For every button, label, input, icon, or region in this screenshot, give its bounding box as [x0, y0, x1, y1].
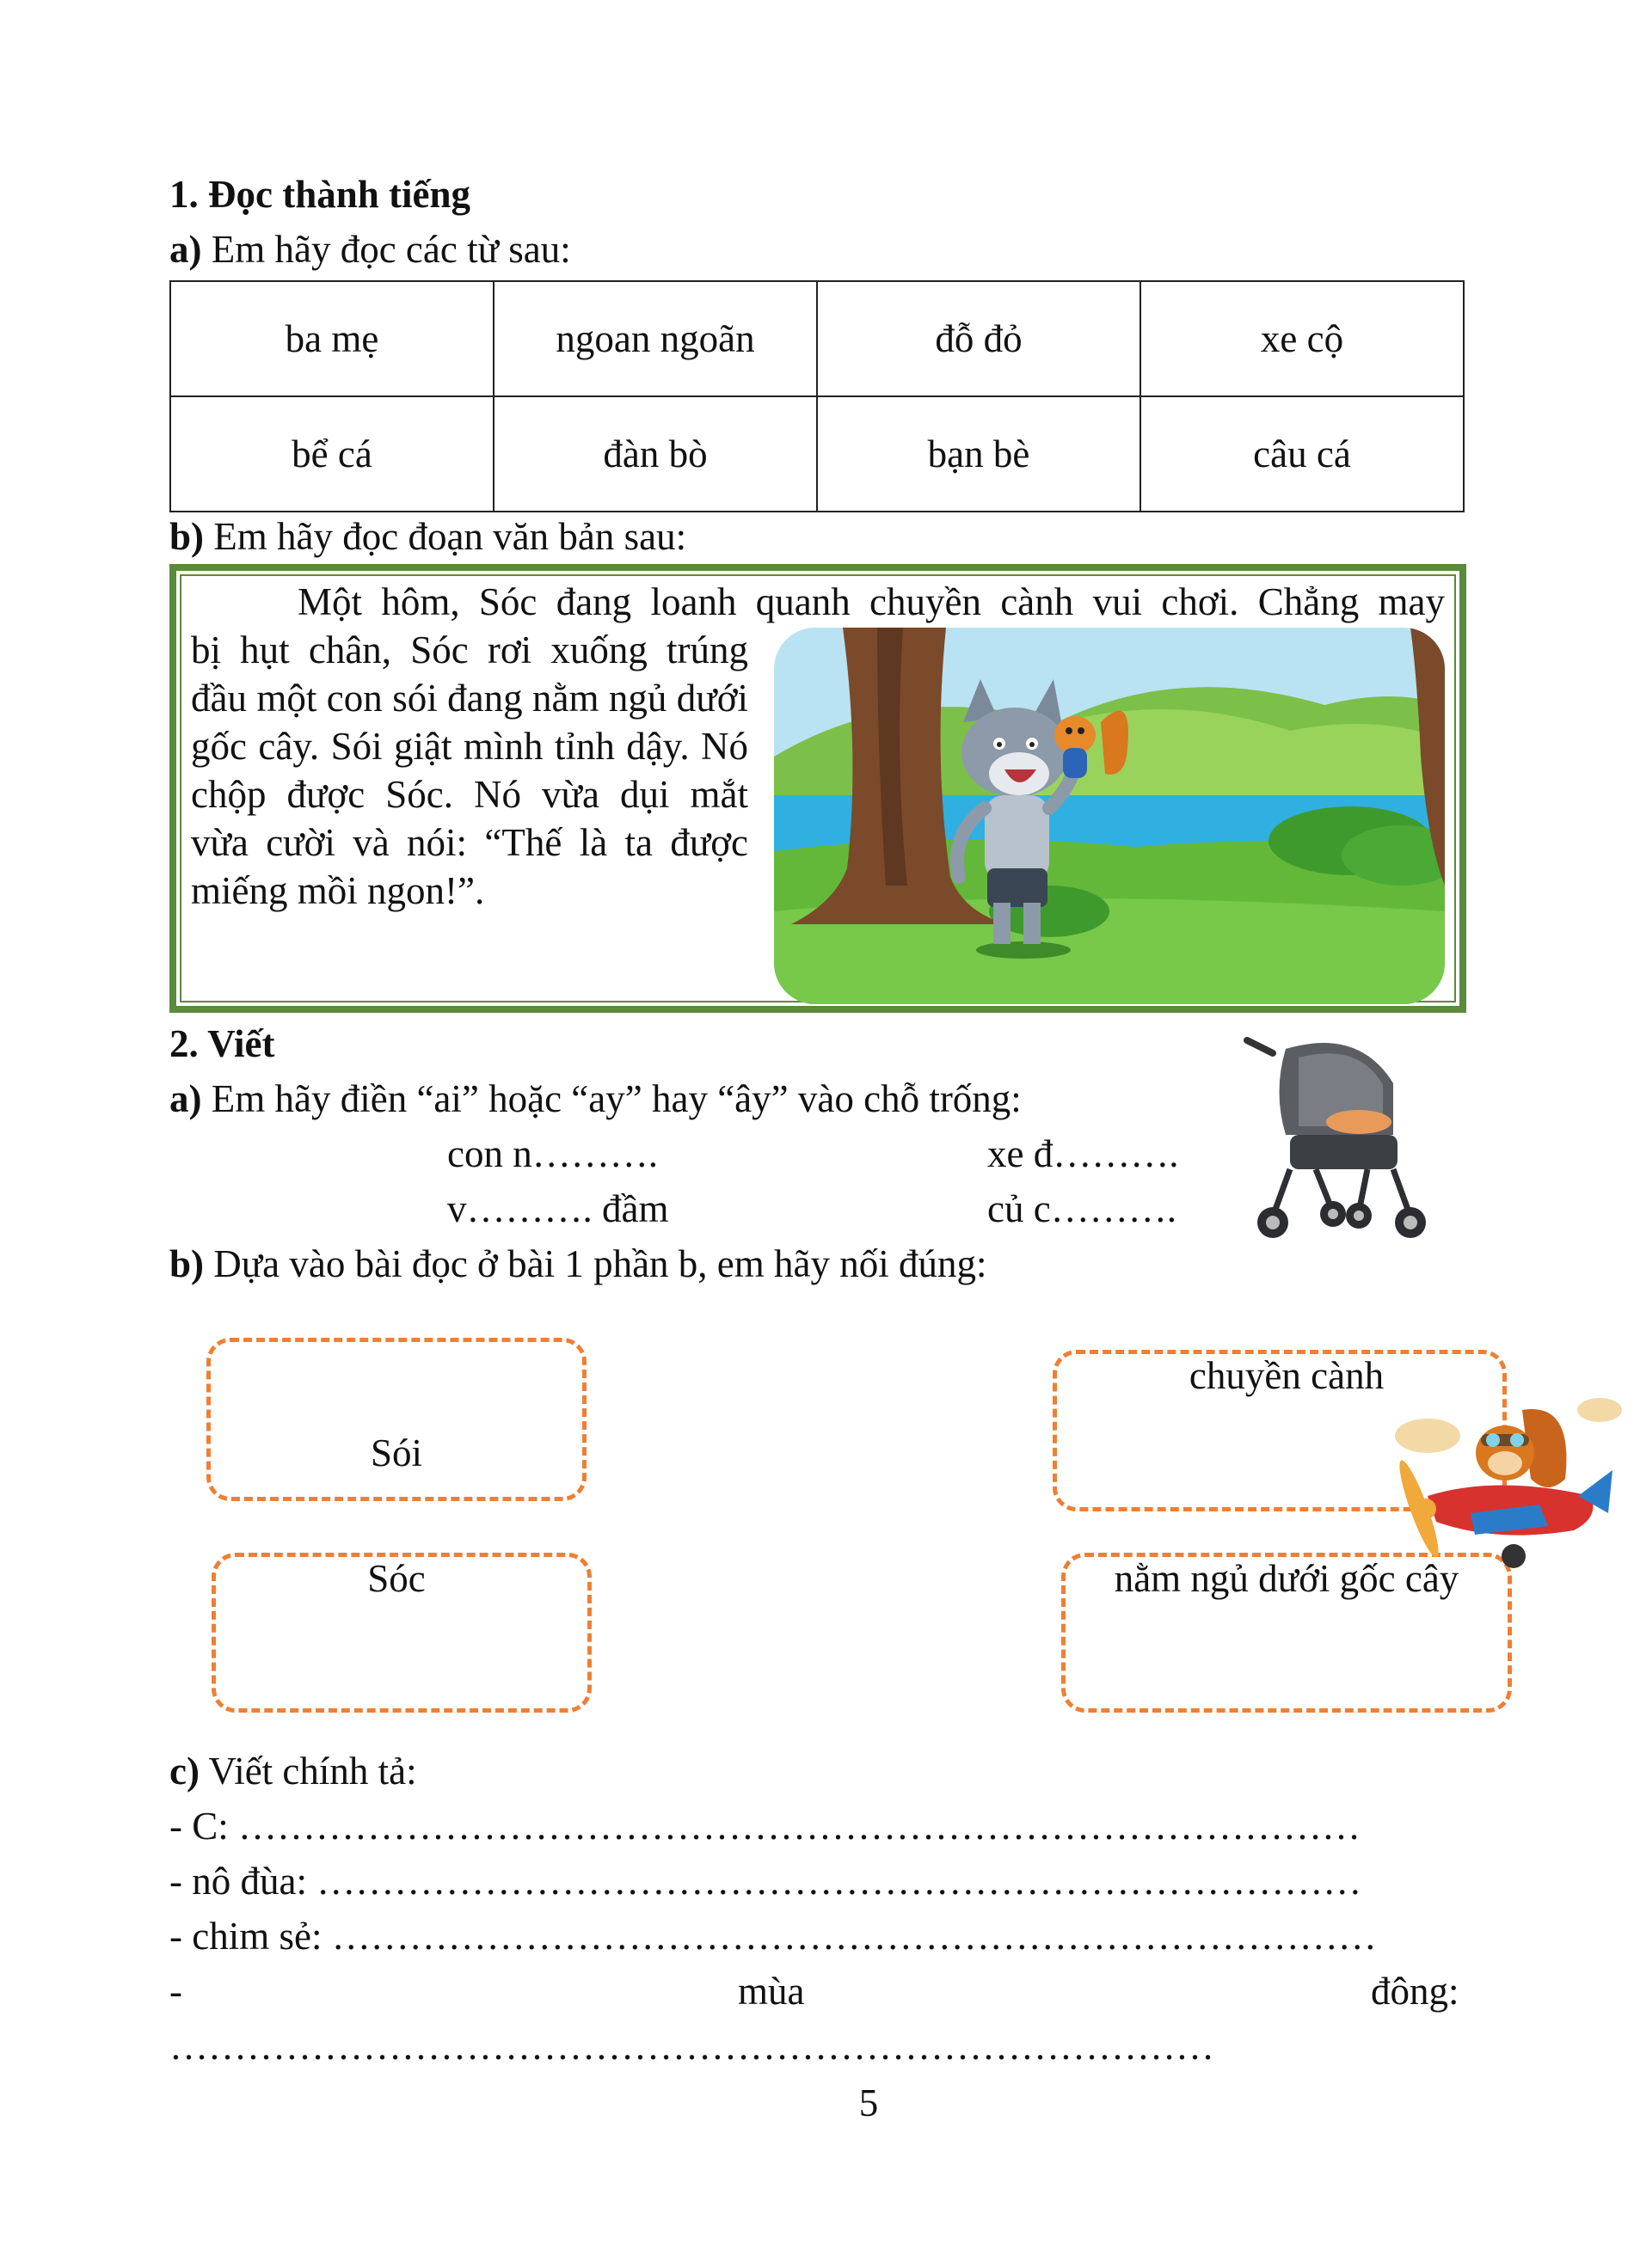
page-number: 5	[858, 2081, 879, 2124]
section1-number: 1.	[169, 173, 199, 216]
dictation-dash: -	[169, 1970, 182, 2013]
section2-part-c	[169, 1747, 417, 1795]
fill-blank-item[interactable]: xe đ……….	[987, 1132, 1179, 1175]
fill-blank-item[interactable]: con n……….	[447, 1132, 658, 1175]
table-cell: xe cộ	[1140, 281, 1464, 396]
fill-blank-item[interactable]: v………. đầm	[447, 1187, 669, 1230]
dictation-line[interactable]: - C: ……………………………………………………………………………	[169, 1805, 1361, 1848]
table-cell: đỗ đỏ	[817, 281, 1140, 396]
table-cell: ba mẹ	[170, 281, 494, 396]
table-cell: câu cá	[1140, 396, 1464, 512]
part-a-instruction: Em hãy điền “ai” hoặc “ay” hay “ây” vào chỗ trống:	[211, 1077, 1022, 1120]
section2-number: 2.	[169, 1022, 199, 1065]
part-b-label: b)	[169, 515, 205, 558]
table-row	[170, 396, 1464, 512]
match-label-nam-ngu: nằm ngủ dưới gốc cây	[1114, 1557, 1459, 1600]
table-cell: đàn bò	[494, 396, 817, 512]
dictation-word-mua: mùa	[738, 1970, 805, 2013]
part-c-instruction: Viết chính tả:	[208, 1750, 417, 1793]
part-b-instruction: Em hãy đọc đoạn văn bản sau:	[213, 515, 687, 558]
part-a-instruction: Em hãy đọc các từ sau:	[211, 228, 571, 271]
section2-part-b	[169, 1240, 987, 1288]
table-cell: ngoan ngoãn	[494, 281, 817, 396]
word-table	[169, 280, 1465, 512]
section1-part-a	[169, 225, 571, 273]
table-cell: bể cá	[170, 396, 494, 512]
section2-heading	[169, 1020, 274, 1068]
match-label-chuyen-canh: chuyền cành	[1189, 1354, 1385, 1397]
fill-blank-item[interactable]: củ c……….	[987, 1187, 1176, 1230]
dictation-word-dong: đông:	[1371, 1970, 1459, 2013]
section1-heading	[169, 170, 470, 218]
match-label-soi: Sói	[370, 1431, 423, 1474]
section1-title: Đọc thành tiếng	[208, 173, 471, 216]
part-b-instruction: Dựa vào bài đọc ở bài 1 phần b, em hãy nối đúng:	[213, 1242, 987, 1285]
section1-part-b	[169, 512, 686, 561]
part-b-label: b)	[169, 1242, 205, 1285]
passage-first-line: Một hôm, Sóc đang loanh quanh chuyền cành vui chơi. Chẳng may	[298, 580, 1445, 623]
squirrel-airplane-icon	[1393, 1384, 1625, 1591]
passage-text: bị hụt chân, Sóc rơi xuống trúng đầu một con sói đang nằm ngủ dưới gốc cây. Sói giật mình tỉnh dậy. Nó chộp được Sóc. Nó vừa dụi mắt vừa cười và nói: “Thế là ta được miếng mồi ngon!”.	[191, 628, 748, 912]
match-label-soc: Sóc	[367, 1557, 426, 1600]
stroller-icon	[1238, 1032, 1428, 1247]
dictation-line[interactable]: ………………………………………………………………………	[169, 2025, 1214, 2068]
table-row	[170, 281, 1464, 396]
wolf-squirrel-illustration	[774, 628, 1445, 1004]
dictation-line[interactable]: - nô đùa: ………………………………………………………………………	[169, 1860, 1362, 1903]
table-cell: bạn bè	[817, 396, 1140, 512]
dictation-line[interactable]: - chim sẻ: ………………………………………………………………………	[169, 1915, 1377, 1958]
part-a-label: a)	[169, 228, 202, 271]
part-c-label: c)	[169, 1750, 200, 1793]
section2-title: Viết	[207, 1022, 275, 1065]
section2-part-a	[169, 1075, 1022, 1123]
part-a-label: a)	[169, 1077, 202, 1120]
